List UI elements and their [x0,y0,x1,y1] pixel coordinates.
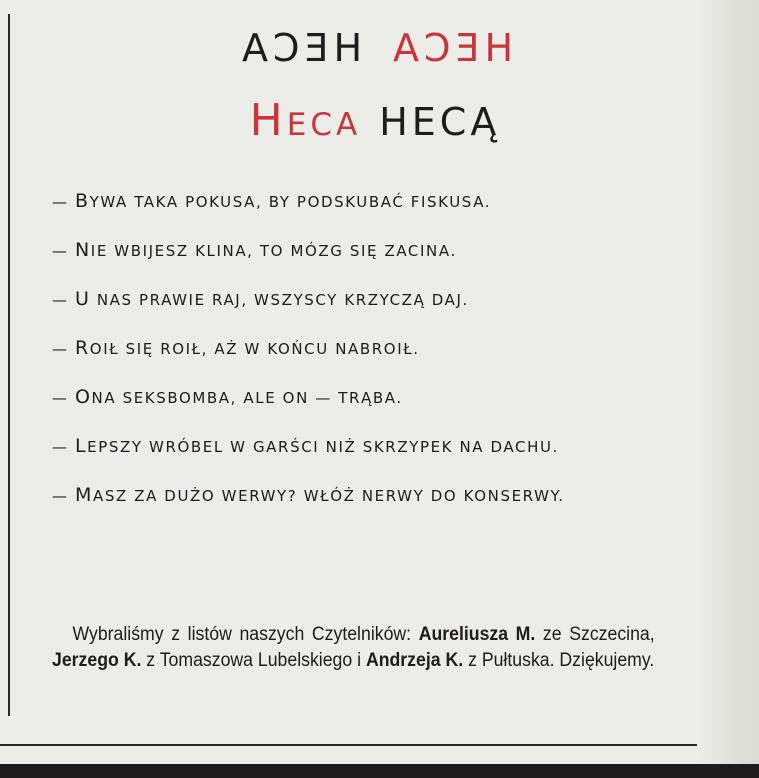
credits-paragraph [52,622,655,674]
proverb-initial: B [74,190,90,212]
proverb-initial: R [74,337,90,359]
proverb-item: — ONA SEKSBOMBA, ALE ON — TRĄBA. [52,386,403,408]
credits-name: Jerzego K. [52,650,142,671]
credits-name: Andrzeja K. [365,650,464,671]
credits-intro: Wybraliśmy z listów naszych Czytelników: [72,624,419,645]
proverb-initial: O [74,386,92,408]
proverb-item: — MASZ ZA DUŻO WERWY? WŁÓŻ NERWY DO KONSERWY. [52,484,565,506]
page-title [10,86,740,157]
proverb-item: — BYWA TAKA POKUSA, BY PODSKUBAĆ FISKUSA. [52,190,492,212]
proverb-initial: M [74,484,93,506]
proverb-item: — NIE WBIJESZ KLINA, TO MÓZG SIĘ ZACINA. [52,239,457,261]
title-red-text: Heca [249,95,362,146]
mirrored-heading [10,24,740,72]
mirrored-word-red: HECA [388,26,514,70]
mirrored-word-dark: HECA [236,26,362,70]
credits-end: z Pułtuska. Dziękujemy. [463,650,655,671]
proverb-initial: L [74,435,88,457]
title-word-dark: HECĄ [379,100,501,144]
proverb-initial: U [74,288,91,310]
proverb-initial: N [74,239,91,261]
proverb-item: — LEPSZY WRÓBEL W GARŚCI NIŻ SKRZYPEK NA DACHU. [52,435,559,457]
title-word-red [249,95,362,146]
proverb-list [52,177,702,520]
bottom-dark-strip [0,764,759,778]
proverb-item: — ROIŁ SIĘ ROIŁ, AŻ W KOŃCU NABROIŁ. [52,337,420,359]
credits-text-part: z Tomaszowa Lubelskiego i [141,650,366,671]
credits-text [52,622,655,674]
credits-name: Aureliusza M. [418,624,536,645]
proverb-item: — U NAS PRAWIE RAJ, WSZYSCY KRZYCZĄ DAJ. [52,288,469,310]
bottom-border-rule [0,744,697,746]
credits-text-part: ze Szczecina, [535,624,655,645]
